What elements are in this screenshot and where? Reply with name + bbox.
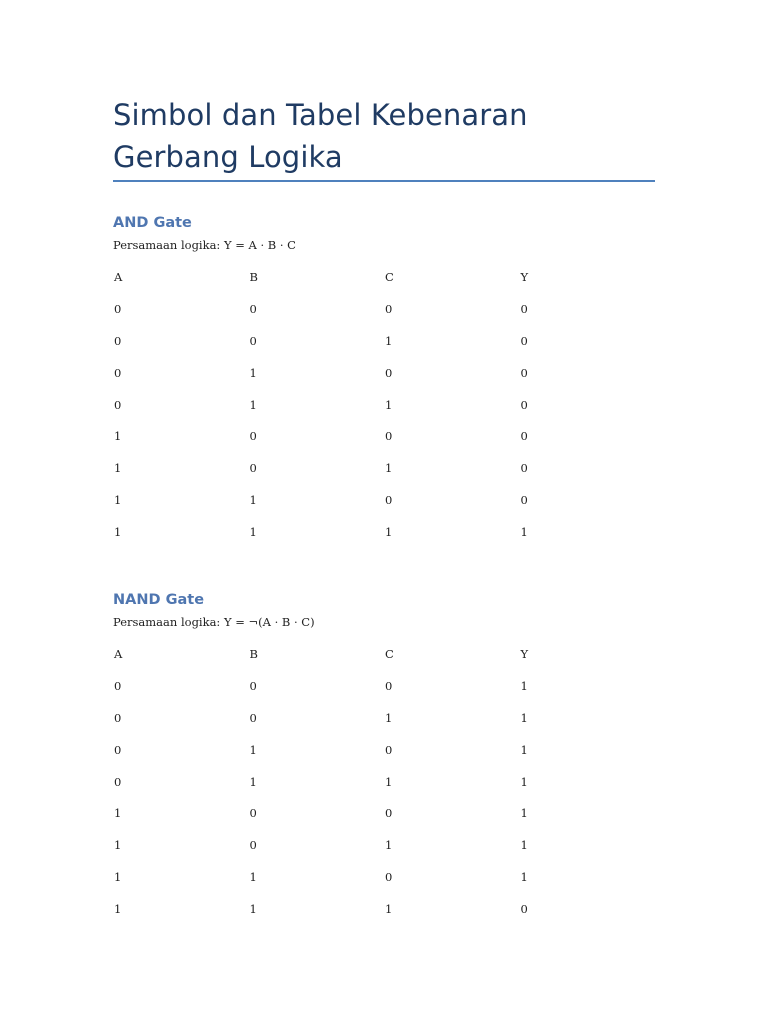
- table-cell: 0: [249, 429, 257, 444]
- table-cell: 0: [249, 333, 257, 348]
- column-header: B: [249, 270, 258, 284]
- column-header: B: [249, 647, 258, 661]
- table-cell: 1: [385, 902, 393, 917]
- table-cell: 0: [520, 902, 528, 917]
- table-cell: 0: [385, 870, 393, 885]
- table-cell: 0: [114, 774, 122, 789]
- table-cell: 1: [114, 493, 122, 508]
- table-cell: 1: [385, 710, 393, 725]
- table-cell: 1: [520, 710, 528, 725]
- section-heading: NAND Gate: [113, 592, 205, 608]
- table-cell: 0: [114, 333, 122, 348]
- document-title: Simbol dan Tabel Kebenaran Gerbang Logika: [113, 98, 528, 174]
- table-cell: 1: [385, 525, 393, 540]
- table-row: [113, 365, 655, 397]
- table-row: [113, 805, 655, 837]
- table-cell: 0: [114, 365, 122, 380]
- table-cell: 1: [520, 525, 528, 540]
- table-cell: 1: [385, 838, 393, 853]
- table-cell: 0: [249, 301, 257, 316]
- table-cell: 1: [520, 838, 528, 853]
- table-header-row: [113, 646, 655, 678]
- table-row: [113, 710, 655, 742]
- table-cell: 0: [385, 678, 393, 693]
- table-cell: 1: [114, 525, 122, 540]
- logic-equation: Persamaan logika: Y = ¬(A · B · C): [113, 615, 315, 629]
- table-cell: 0: [520, 461, 528, 476]
- table-cell: 1: [520, 870, 528, 885]
- table-cell: 0: [385, 742, 393, 757]
- column-header: C: [385, 270, 394, 284]
- table-cell: 1: [520, 678, 528, 693]
- table-row: [113, 837, 655, 869]
- table-cell: 1: [385, 333, 393, 348]
- table-row: [113, 397, 655, 429]
- truth-table-nand: [113, 646, 655, 933]
- table-cell: 1: [385, 774, 393, 789]
- table-cell: 1: [114, 461, 122, 476]
- table-cell: 0: [114, 397, 122, 412]
- table-cell: 1: [114, 838, 122, 853]
- table-cell: 1: [520, 742, 528, 757]
- table-cell: 1: [114, 870, 122, 885]
- table-cell: 0: [520, 365, 528, 380]
- table-cell: 1: [520, 774, 528, 789]
- table-cell: 0: [114, 678, 122, 693]
- table-cell: 0: [114, 301, 122, 316]
- table-cell: 1: [114, 429, 122, 444]
- table-cell: 1: [249, 742, 257, 757]
- table-row: [113, 524, 655, 556]
- table-cell: 1: [520, 806, 528, 821]
- table-cell: 0: [520, 429, 528, 444]
- table-cell: 1: [249, 774, 257, 789]
- table-row: [113, 901, 655, 933]
- table-cell: 0: [114, 742, 122, 757]
- table-row: [113, 678, 655, 710]
- logic-equation: Persamaan logika: Y = A · B · C: [113, 238, 296, 252]
- table-header-row: [113, 269, 655, 301]
- table-cell: 1: [249, 365, 257, 380]
- title-underline-divider: [113, 180, 655, 182]
- table-cell: 0: [385, 301, 393, 316]
- table-cell: 0: [385, 493, 393, 508]
- column-header: A: [114, 647, 123, 661]
- truth-table-and: [113, 269, 655, 556]
- table-row: [113, 460, 655, 492]
- table-cell: 0: [520, 397, 528, 412]
- table-cell: 0: [249, 838, 257, 853]
- table-row: [113, 869, 655, 901]
- table-cell: 0: [249, 806, 257, 821]
- table-cell: 0: [385, 365, 393, 380]
- section-heading: AND Gate: [113, 215, 192, 231]
- table-cell: 1: [385, 397, 393, 412]
- column-header: Y: [520, 270, 529, 284]
- table-cell: 0: [520, 301, 528, 316]
- table-cell: 0: [520, 493, 528, 508]
- column-header: C: [385, 647, 394, 661]
- table-cell: 0: [249, 710, 257, 725]
- table-cell: 1: [249, 525, 257, 540]
- table-cell: 1: [385, 461, 393, 476]
- table-cell: 1: [249, 397, 257, 412]
- table-cell: 1: [249, 870, 257, 885]
- table-row: [113, 333, 655, 365]
- table-row: [113, 742, 655, 774]
- table-cell: 1: [114, 902, 122, 917]
- table-row: [113, 428, 655, 460]
- table-cell: 0: [249, 678, 257, 693]
- table-cell: 1: [114, 806, 122, 821]
- table-cell: 1: [249, 493, 257, 508]
- table-cell: 0: [385, 806, 393, 821]
- table-row: [113, 301, 655, 333]
- table-cell: 1: [249, 902, 257, 917]
- table-cell: 0: [385, 429, 393, 444]
- table-cell: 0: [249, 461, 257, 476]
- table-cell: 0: [114, 710, 122, 725]
- column-header: A: [114, 270, 123, 284]
- table-row: [113, 774, 655, 806]
- column-header: Y: [520, 647, 529, 661]
- table-cell: 0: [520, 333, 528, 348]
- table-row: [113, 492, 655, 524]
